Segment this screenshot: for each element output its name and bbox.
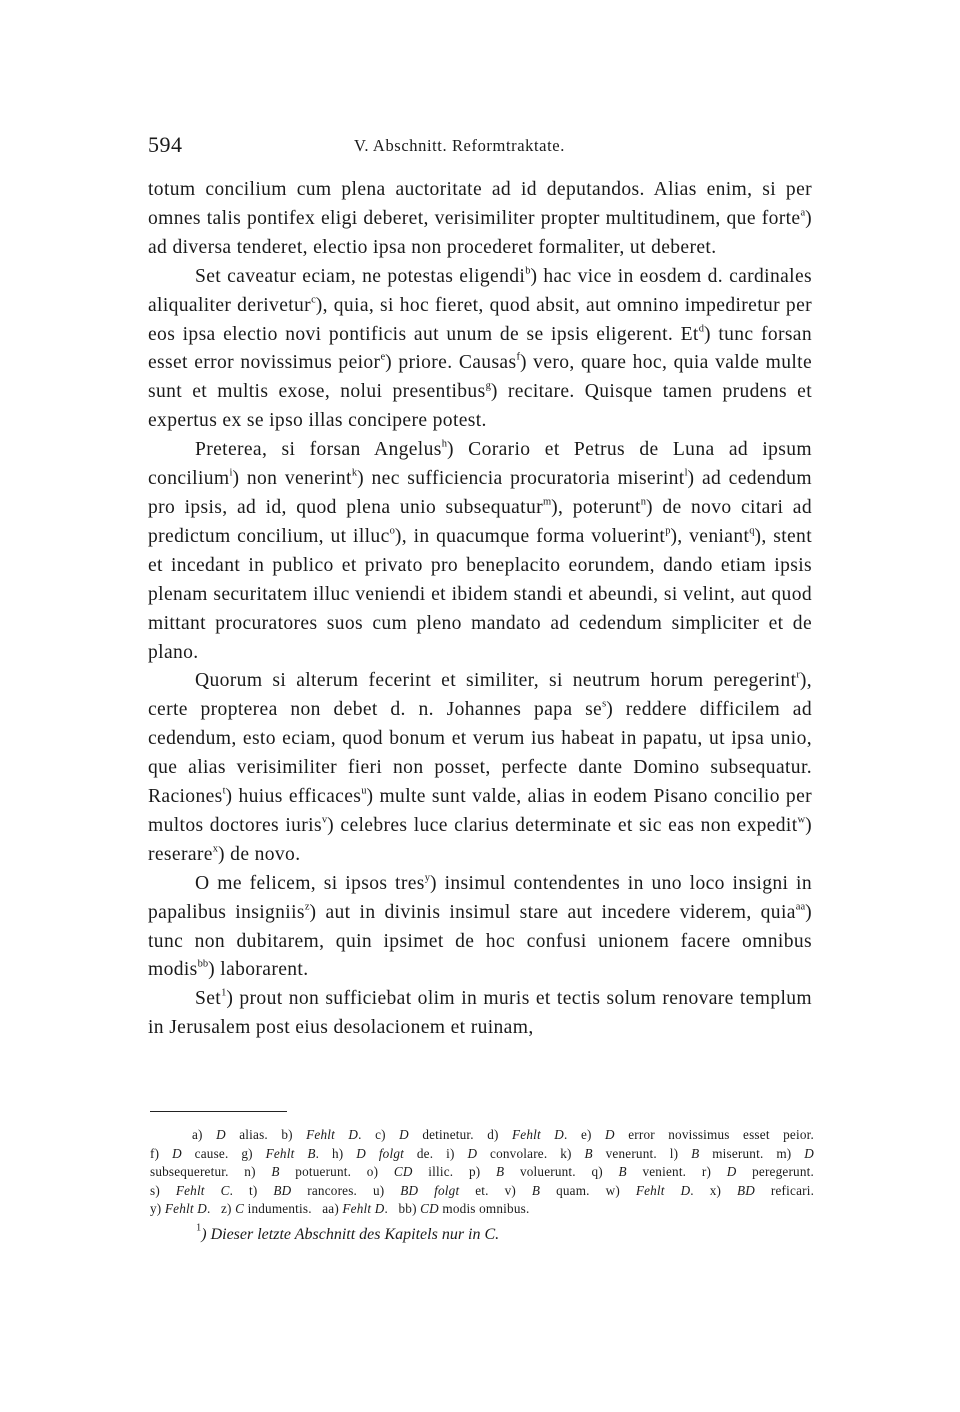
text-run: O me felicem, si ipsos tres <box>195 872 425 894</box>
note-reading: peregerunt. <box>736 1164 814 1180</box>
variant-note <box>702 1164 814 1179</box>
variant-note <box>560 1146 657 1161</box>
variant-note <box>221 1201 312 1216</box>
note-siglum: D <box>399 1127 409 1142</box>
apparatus-line <box>150 1163 814 1182</box>
variant-note <box>469 1164 576 1179</box>
text-run: ), poterunt <box>551 496 641 518</box>
note-siglum: D <box>726 1164 737 1180</box>
note-siglum: Fehlt D <box>164 1201 207 1217</box>
footnote-separator <box>150 1111 287 1112</box>
note-siglum: B <box>691 1145 700 1161</box>
running-head: V. Abschnitt. Reformtraktate. <box>354 136 565 155</box>
variant-marker: k <box>351 467 358 479</box>
text-run: ) reddere difficilem ad cedendum, esto eciam, quod bonum et verum ius habeat in papatu, ut ipsa unio, que alias verisimiliter fieri non posset, perfecte dante Domino subsequatur. Raciones <box>148 699 812 808</box>
variant-marker: y <box>424 872 430 884</box>
note-siglum: BD <box>273 1182 292 1198</box>
variant-note <box>244 1164 351 1179</box>
note-siglum: D <box>216 1127 226 1142</box>
variant-marker: i <box>229 467 233 479</box>
variant-marker: l <box>684 467 688 479</box>
paragraph-5 <box>148 870 812 986</box>
variant-note <box>776 1146 814 1161</box>
text-run: totum concilium cum plena auctoritate ad id deputandos. Alias enim, si per omnes talis pontifex eligi deberet, verisimiliter propter multitudinem, que forte <box>148 179 812 229</box>
footnote-marker: 1 <box>196 1222 202 1234</box>
note-siglum: D <box>467 1145 478 1161</box>
variant-marker: m <box>542 496 552 508</box>
note-label: t) <box>249 1182 274 1198</box>
text-run: ) tunc non dubitarem, quin ipsimet de hoc confusi unionem facere omnibus modis <box>148 901 812 981</box>
note-siglum: BD folgt <box>400 1182 460 1198</box>
paragraph-1 <box>148 176 812 263</box>
variant-note <box>710 1183 814 1198</box>
note-label: p) <box>468 1164 497 1180</box>
variant-note <box>150 1146 228 1161</box>
note-siglum: B <box>584 1145 593 1161</box>
variant-apparatus <box>150 1126 814 1219</box>
note-label: b) <box>281 1127 307 1142</box>
note-label: u) <box>372 1182 401 1198</box>
paragraph-6 <box>148 985 812 1043</box>
variant-note <box>505 1183 590 1198</box>
note-reading: cause. <box>181 1145 229 1161</box>
variant-marker: v <box>321 814 328 826</box>
variant-note <box>322 1201 388 1216</box>
note-label: aa) <box>322 1201 343 1217</box>
variant-marker: p <box>665 525 671 537</box>
text-run: ) priore. Causas <box>385 352 517 374</box>
variant-marker: g <box>485 380 491 392</box>
note-label: s) <box>150 1182 176 1198</box>
variant-note <box>581 1127 814 1142</box>
variant-note <box>332 1146 433 1161</box>
text-run: ) tunc forsan esset error novissimus peior <box>148 323 813 374</box>
note-label: z) <box>220 1201 236 1217</box>
note-label: w) <box>605 1182 636 1198</box>
variant-marker: o <box>389 525 395 537</box>
note-siglum: BD <box>737 1182 755 1198</box>
note-label: bb) <box>398 1201 421 1217</box>
note-reading: miserunt. <box>699 1145 764 1161</box>
text-run: ), veniant <box>670 525 750 547</box>
apparatus-line <box>150 1182 814 1201</box>
main-text <box>148 176 812 1043</box>
variant-marker: h <box>441 438 447 450</box>
note-label: g) <box>241 1145 266 1161</box>
variant-note <box>150 1183 233 1198</box>
page-header <box>148 132 812 158</box>
note-reading: venient. <box>626 1164 687 1180</box>
paragraph-3 <box>148 436 812 667</box>
note-siglum: CD <box>393 1164 413 1180</box>
note-siglum: Fehlt B <box>265 1145 316 1161</box>
text-run: ) huius efficaces <box>225 786 362 808</box>
variant-note <box>487 1127 567 1142</box>
text-run: ) laborarent. <box>208 959 309 981</box>
note-label: k) <box>560 1145 585 1161</box>
apparatus-line <box>150 1126 814 1145</box>
text-run: ), in quacumque forma voluerint <box>394 525 666 547</box>
note-siglum: D <box>605 1127 615 1142</box>
note-reading: rancores. <box>291 1182 358 1198</box>
footnote-text: ) Dieser letzte Abschnitt des Kapitels nur in C. <box>201 1226 500 1243</box>
note-siglum: D <box>804 1145 815 1161</box>
variant-marker: u <box>361 785 367 797</box>
note-label: o) <box>366 1164 394 1180</box>
note-label: a) <box>192 1127 217 1142</box>
note-reading: detinetur. <box>408 1127 474 1142</box>
note-reading: reficari. <box>755 1182 815 1198</box>
variant-note-continued: subsequeretur. <box>150 1164 229 1180</box>
note-reading: potuerunt. <box>279 1164 352 1180</box>
text-run: ) vero, quare hoc, quia valde multe sunt et multis exose, nolui presentibus <box>148 352 812 403</box>
text-run: ) recitare. Quisque tamen prudens et expertus ex se ipso illas concipere potest. <box>148 381 812 432</box>
note-label: y) <box>150 1201 165 1217</box>
note-reading: modis omnibus. <box>438 1201 530 1217</box>
note-reading: voluerunt. <box>504 1164 576 1180</box>
note-reading: . <box>384 1201 388 1217</box>
note-siglum: B <box>271 1164 280 1180</box>
note-siglum: Fehlt D <box>635 1182 691 1198</box>
text-run: ) aut in divinis insimul stare aut incedere viderem, quia <box>309 901 796 923</box>
variant-marker: z <box>304 901 310 913</box>
note-reading: convolare. <box>477 1145 548 1161</box>
variant-note <box>398 1201 529 1216</box>
page-number: 594 <box>148 132 183 157</box>
variant-note <box>373 1183 489 1198</box>
note-siglum: D folgt <box>356 1145 404 1161</box>
note-siglum: C <box>235 1201 245 1217</box>
note-reading: . <box>315 1145 320 1161</box>
apparatus-line <box>150 1200 814 1219</box>
variant-note <box>249 1183 357 1198</box>
text-run: ) reserare <box>148 814 812 865</box>
note-siglum: Fehlt D <box>512 1127 565 1142</box>
text-run: ) celebres luce clarius determinate et sic eas non expedit <box>327 814 798 836</box>
variant-marker: t <box>222 785 226 797</box>
variant-marker: q <box>749 525 755 537</box>
note-siglum: B <box>496 1164 505 1180</box>
variant-marker: d <box>698 323 704 335</box>
note-label: v) <box>504 1182 532 1198</box>
text-run: ) prout non sufficiebat olim in muris et tectis solum renovare templum in Jerusalem post eius desolacionem et ruinam, <box>148 988 812 1039</box>
note-siglum: B <box>618 1164 627 1180</box>
variant-note <box>375 1127 474 1142</box>
text-run: ) de novo citari ad predictum concilium, ut illuc <box>148 496 812 547</box>
variant-marker: c <box>311 294 316 306</box>
note-reading: indumentis. <box>244 1201 312 1217</box>
note-reading: . <box>358 1127 362 1142</box>
variant-marker: bb <box>197 959 209 971</box>
text-run: ) non venerint <box>232 468 352 490</box>
note-label: q) <box>591 1164 619 1180</box>
note-reading: . <box>206 1201 211 1217</box>
text-run: ), stent et incedant in publico et privato pro beneplacito eorundem, dando etiam ipsis plenam securitatem illuc veniendi et ibidem standi et abeundi, si velint, aut quod mittant procuratores suos cum pleno mandato ad cedendum simpliciter et de plano. <box>148 525 812 663</box>
variant-marker: w <box>797 814 806 826</box>
variant-marker: aa <box>795 901 806 913</box>
note-label: r) <box>701 1164 727 1180</box>
variant-marker: a <box>800 207 806 219</box>
variant-marker: r <box>796 670 800 682</box>
note-reading: error novissimus esset peior. <box>614 1127 814 1142</box>
text-run: ) hac vice in eosdem d. cardinales aliqualiter derivetur <box>148 265 812 316</box>
text-run: ) ad cedendum pro ipsis, ad id, quod plena unio subsequatur <box>148 468 812 518</box>
text-run: ) insimul contendentes in uno loco insigni in papalibus insigniis <box>148 872 812 923</box>
text-run: ), certe propterea non debet d. n. Johannes papa se <box>148 670 812 721</box>
text-run: ) de novo. <box>218 843 301 865</box>
note-siglum: Fehlt D <box>342 1201 385 1217</box>
variant-marker: n <box>640 496 647 508</box>
text-run: ) Corario et Petrus de Luna ad ipsum concilium <box>148 439 812 490</box>
note-label: x) <box>709 1182 738 1198</box>
note-siglum: Fehlt D <box>306 1127 359 1142</box>
footnote-marker: 1 <box>221 987 227 999</box>
variant-marker: x <box>212 843 219 855</box>
note-reading: alias. <box>225 1127 268 1142</box>
text-run: Quorum si alterum fecerint et similiter, si neutrum horum peregerint <box>195 670 797 692</box>
note-label: l) <box>669 1145 692 1161</box>
note-reading: quam. <box>540 1182 590 1198</box>
variant-note <box>670 1146 764 1161</box>
paragraph-4 <box>148 667 812 869</box>
note-label: i) <box>446 1145 468 1161</box>
note-reading: et. <box>459 1182 489 1198</box>
variant-note <box>446 1146 547 1161</box>
note-siglum: CD <box>420 1201 439 1217</box>
variant-marker: f <box>516 352 520 364</box>
variant-note <box>150 1201 210 1216</box>
paragraph-2 <box>148 263 812 436</box>
variant-note <box>241 1146 319 1161</box>
variant-note <box>192 1127 268 1142</box>
variant-note <box>281 1127 361 1142</box>
text-run: Set caveatur eciam, ne potestas eligendi <box>195 265 526 287</box>
note-reading: illic. <box>412 1164 454 1180</box>
note-reading: . <box>690 1182 694 1198</box>
note-label: m) <box>776 1145 805 1161</box>
text-run: Set <box>195 988 222 1010</box>
note-label: f) <box>150 1145 173 1161</box>
note-siglum: Fehlt C <box>175 1182 230 1198</box>
note-siglum: B <box>531 1182 541 1198</box>
note-reading: venerunt. <box>592 1145 657 1161</box>
note-reading: . <box>229 1182 234 1198</box>
text-run: ) multe sunt valde, alias in eodem Pisano concilio per multos doctores iuris <box>148 786 813 836</box>
text-run: Preterea, si forsan Angelus <box>195 439 442 461</box>
apparatus-line <box>150 1145 814 1164</box>
variant-note <box>367 1164 453 1179</box>
variant-note <box>591 1164 686 1179</box>
text-run: ), quia, si hoc fieret, quod absit, aut omnino impediretur per eos ipsa electio novi pontificis aut unum de se ipsis eligerent. Et <box>148 294 812 345</box>
note-siglum: D <box>172 1145 182 1161</box>
note-label: e) <box>580 1127 606 1142</box>
note-label: h) <box>331 1145 357 1161</box>
variant-marker: b <box>525 265 531 277</box>
variant-marker: e <box>380 352 386 364</box>
note-reading: . <box>564 1127 568 1142</box>
note-label: n) <box>244 1164 272 1180</box>
text-run: ) nec sufficiencia procuratoria miserint <box>357 468 685 490</box>
note-reading: de. <box>404 1145 434 1161</box>
variant-marker: s <box>602 698 607 710</box>
note-label: c) <box>375 1127 400 1142</box>
note-label: d) <box>487 1127 513 1142</box>
editorial-footnote <box>196 1222 500 1244</box>
text-run: ) ad diversa tenderet, electio ipsa non procederet formaliter, ut deberet. <box>148 207 812 258</box>
variant-note <box>606 1183 694 1198</box>
